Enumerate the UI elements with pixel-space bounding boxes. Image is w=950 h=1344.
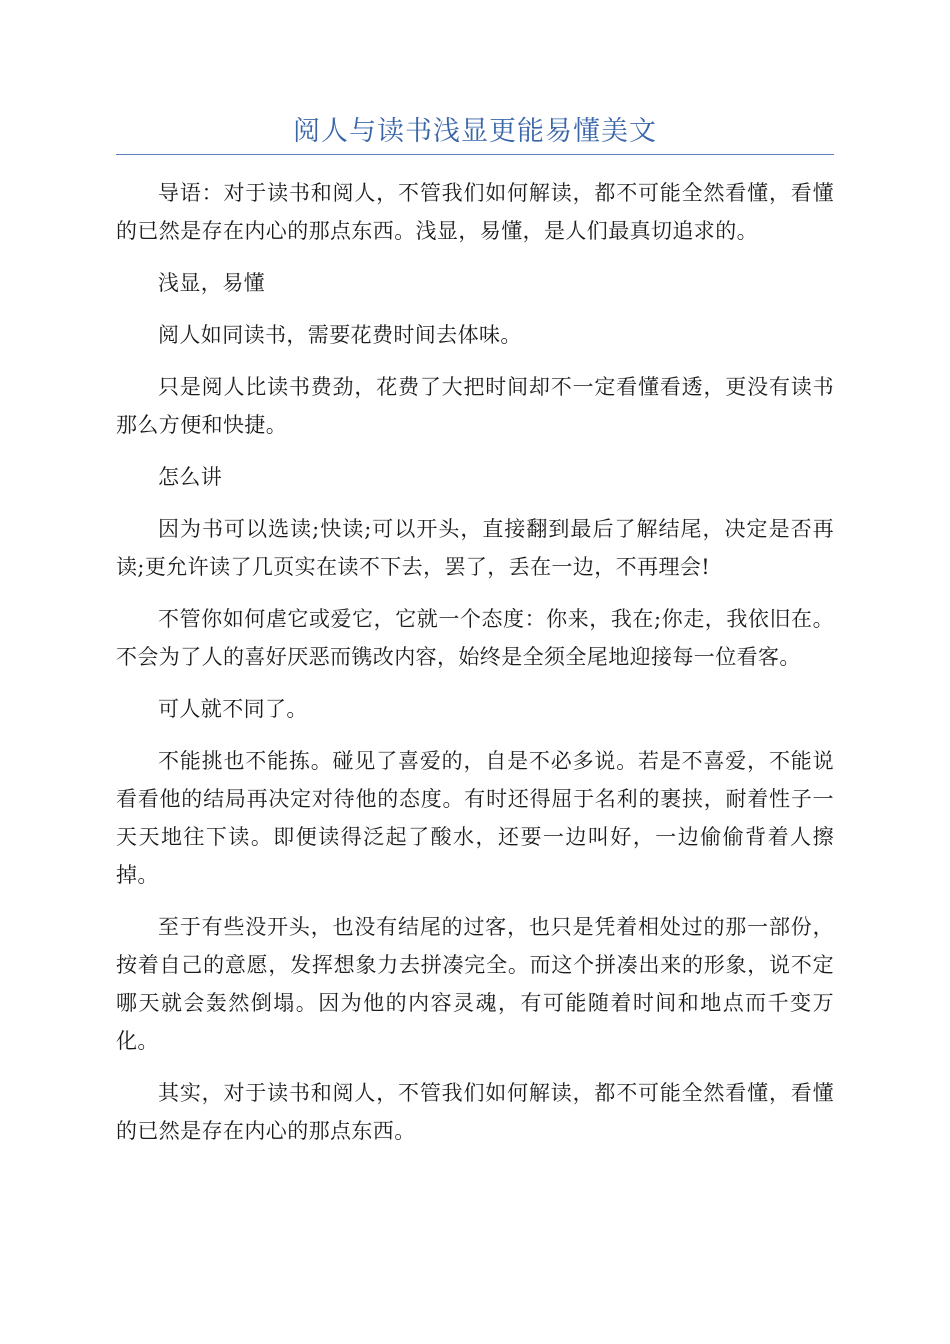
document-title: 阅人与读书浅显更能易懂美文 xyxy=(293,116,657,147)
paragraph-subheading: 浅显，易懂 xyxy=(158,271,265,295)
paragraph: 只是阅人比读书费劲，花费了大把时间却不一定看懂看透，更没有读书那么方便和快捷。 xyxy=(116,375,834,437)
document-body xyxy=(116,174,834,1164)
paragraph: 可人就不同了。 xyxy=(158,697,308,721)
paragraph: 不能挑也不能拣。碰见了喜爱的，自是不必多说。若是不喜爱，不能说看看他的结局再决定对待他的态度。有时还得屈于名利的裹挟，耐着性子一天天地往下读。即便读得泛起了酸水，还要一边叫好，一边偷偷背着人擦掉。 xyxy=(116,749,834,887)
paragraph: 不管你如何虐它或爱它，它就一个态度：你来，我在;你走，我依旧在。不会为了人的喜好厌恶而镌改内容，始终是全须全尾地迎接每一位看客。 xyxy=(116,607,834,669)
paragraph: 怎么讲 xyxy=(158,465,223,489)
paragraph-conclusion: 其实，对于读书和阅人，不管我们如何解读，都不可能全然看懂，看懂的已然是存在内心的那点东西。 xyxy=(116,1081,834,1143)
title-underline xyxy=(116,154,834,155)
paragraph-intro: 导语：对于读书和阅人，不管我们如何解读，都不可能全然看懂，看懂的已然是存在内心的那点东西。浅显，易懂，是人们最真切追求的。 xyxy=(116,181,834,243)
paragraph: 阅人如同读书，需要花费时间去体味。 xyxy=(158,323,522,347)
paragraph: 因为书可以选读;快读;可以开头，直接翻到最后了解结尾，决定是否再读;更允许读了几页实在读不下去，罢了，丢在一边，不再理会! xyxy=(116,517,834,579)
paragraph: 至于有些没开头，也没有结尾的过客，也只是凭着相处过的那一部份，按着自己的意愿，发挥想象力去拼凑完全。而这个拼凑出来的形象，说不定哪天就会轰然倒塌。因为他的内容灵魂，有可能随着时间和地点而千变万化。 xyxy=(116,915,834,1053)
